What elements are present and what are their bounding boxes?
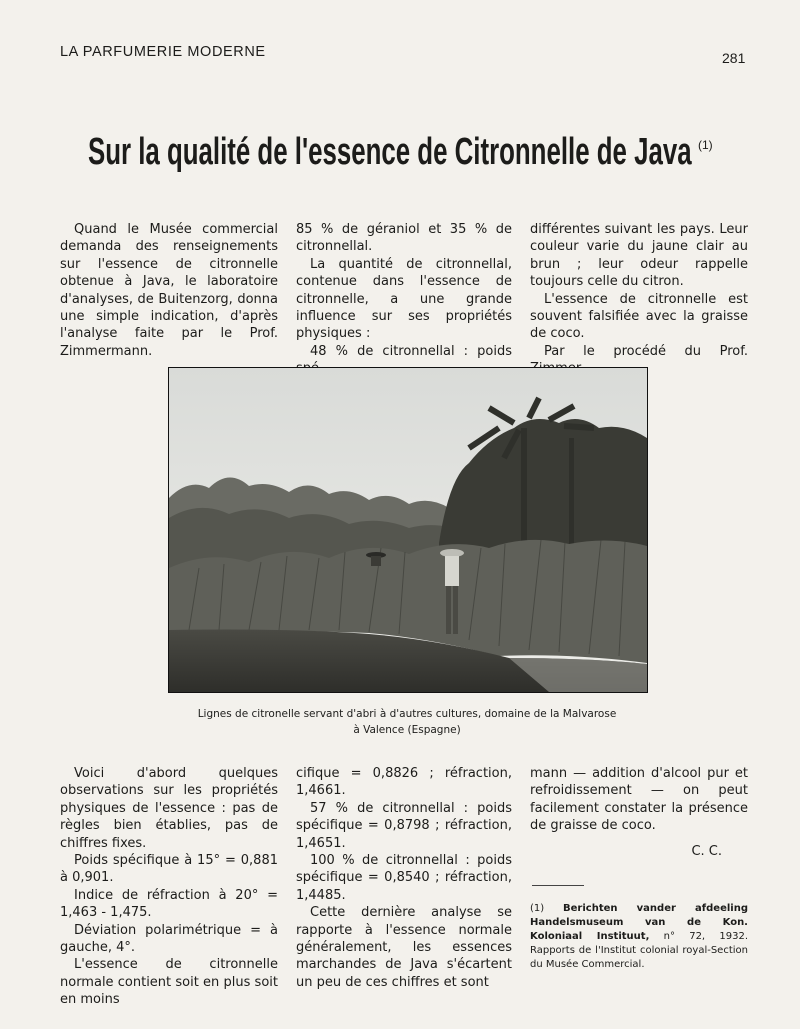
caption-line: Lignes de citronelle servant d'abri à d'autres cultures, domaine de la Malvarose: [197, 708, 617, 720]
text-column-top-2: [296, 221, 512, 378]
paragraph: 85 % de géraniol et 35 % de citronnellal.: [296, 222, 512, 255]
paragraph: Cette dernière analyse se rapporte à l'essence normale généralement, les essences marchandes de Java s'écartent un peu de ces chiffres et sont: [296, 905, 512, 990]
text-column-top-1: [60, 221, 278, 360]
paragraph: 48 % de citronnellal : poids: [310, 343, 512, 359]
footnote-divider: [532, 885, 584, 886]
figure-caption: [168, 706, 646, 738]
paragraph: Quand le Musée commercial demanda des renseignements sur l'essence de citronnelle obtenue à Java, le laboratoire d'analyses, de Buitenzorg, donna une simple indication, d'après l'analyse faite par le Prof. Zimmermann.: [60, 222, 278, 359]
footnote-source-title: Berichten vander afdeeling Handelsmuseum van de Kon. Koloniaal Instituut,: [530, 903, 748, 942]
footnote-marker: (1): [530, 903, 545, 914]
running-head: LA PARFUMERIE MODERNE: [60, 44, 266, 60]
paragraph: Déviation polarimétrique = à gauche, 4°.: [60, 922, 278, 956]
text-column-top-3: [530, 221, 748, 378]
paragraph: Poids spécifique à 15° = 0,881 à 0,901.: [60, 853, 278, 886]
title-footnote-marker: (1): [698, 138, 713, 152]
article-title: [88, 128, 692, 176]
text-column-bottom-2: [296, 765, 512, 991]
footnote: [530, 902, 748, 972]
article-title-text: Sur la qualité de l'essence de Citronnelle de Java: [88, 131, 692, 173]
paragraph: Indice de réfraction à 20° = 1,463 - 1,475.: [60, 887, 278, 921]
paragraph: L'essence de citronnelle est souvent falsifiée avec la graisse de coco.: [530, 291, 748, 342]
paragraph: 57 % de citronnellal : poids spécifique = 0,8798 ; réfraction, 1,4651.: [296, 800, 512, 851]
text-column-bottom-1: [60, 765, 278, 1009]
page-number: 281: [722, 50, 746, 66]
text-column-bottom-3: [530, 765, 748, 860]
paragraph: Voici d'abord quelques observations sur les propriétés physiques de l'essence : pas de règles bien établies, pas de chiffres fixes.: [60, 766, 278, 851]
footnote-details: n° 72, 1932. Rapports de l'Institut colonial royal-Section du Musée Commercial.: [530, 931, 748, 970]
paragraph: 100 % de citronnellal : poids spécifique = 0,8540 ; réfraction, 1,4485.: [296, 853, 512, 903]
paragraph: différentes suivant les pays. Leur couleur varie du jaune clair au brun ; leur odeur rappelle toujours celle du citron.: [530, 222, 748, 290]
photograph-citronella-field: [168, 367, 648, 693]
author-signature: C. C.: [691, 843, 722, 859]
caption-line: à Valence (Espagne): [353, 724, 461, 736]
paragraph: cifique = 0,8826 ; réfraction, 1,4661.: [296, 766, 512, 799]
paragraph: mann — addition d'alcool pur et refroidissement — on peut facilement constater la présence de graisse de coco.: [530, 766, 748, 834]
paragraph: Par le procédé du Prof.: [544, 343, 748, 359]
paragraph: L'essence de citronnelle normale contient soit en plus soit en moins: [60, 957, 278, 1008]
paragraph: La quantité de citronnellal, contenue dans l'essence de citronnelle, a une grande influence sur ses propriétés physiques :: [296, 256, 512, 342]
